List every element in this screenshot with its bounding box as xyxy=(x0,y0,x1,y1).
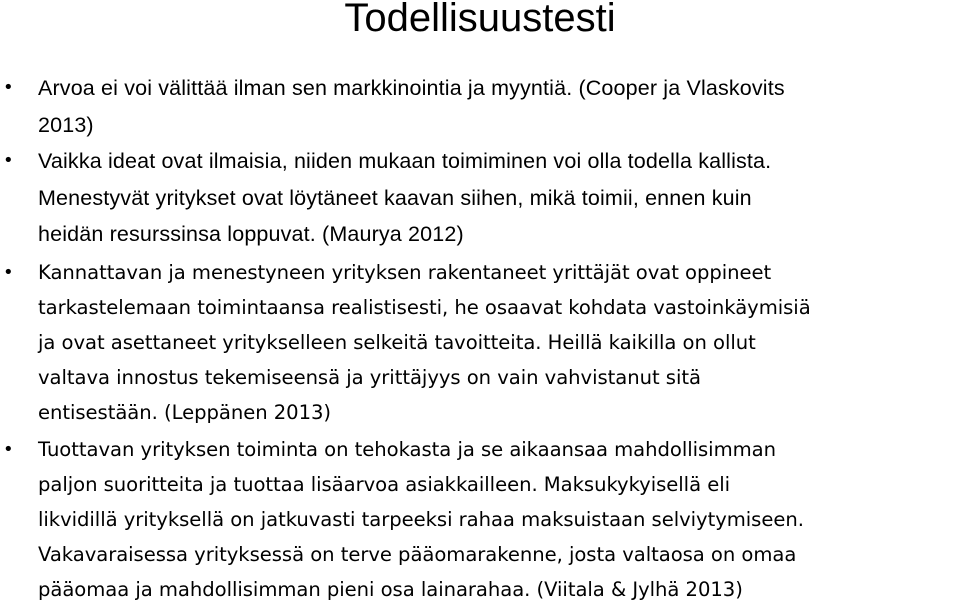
bullet-item xyxy=(0,70,960,143)
bullet-text-line: Arvoa ei voi välittää ilman sen markkinointia ja myyntiä. (Cooper ja Vlaskovits xyxy=(38,76,785,100)
bullet-text-line: pääomaa ja mahdollisimman pieni osa lainarahaa. (Viitala & Jylhä 2013) xyxy=(38,577,743,601)
bullet-text-line: Vaikka ideat ovat ilmaisia, niiden mukaan toimiminen voi olla todella kallista. xyxy=(38,149,772,173)
bullet-marker: • xyxy=(3,77,14,98)
bullet-text-line: Tuottavan yrityksen toiminta on tehokasta ja se aikaansaa mahdollisimman xyxy=(38,437,776,461)
bullet-list xyxy=(0,70,960,607)
bullet-item xyxy=(0,255,960,430)
bullet-text-line: likvidillä yrityksellä on jatkuvasti tarpeeksi rahaa maksuistaan selviytymiseen. xyxy=(38,507,804,531)
bullet-text-line: Vakavaraisessa yrityksessä on terve pääomarakenne, josta valtaosa on omaa xyxy=(38,542,797,566)
bullet-item xyxy=(0,143,960,253)
bullet-marker: • xyxy=(3,261,14,283)
bullet-text-line: ja ovat asettaneet yritykselleen selkeitä tavoitteita. Heillä kaikilla on ollut xyxy=(38,330,756,354)
bullet-text-line: valtava innostus tekemiseensä ja yrittäjyys on vain vahvistanut sitä xyxy=(38,365,701,389)
bullet-text-line: 2013) xyxy=(38,112,94,137)
bullet-text-line: entisestään. (Leppänen 2013) xyxy=(38,400,332,424)
bullet-text-line: tarkastelemaan toimintaansa realistisesti, he osaavat kohdata vastoinkäymisiä xyxy=(38,295,811,319)
bullet-marker: • xyxy=(3,438,14,460)
slide-title: Todellisuustesti xyxy=(344,0,616,40)
bullet-marker: • xyxy=(3,150,14,171)
bullet-text-line: Kannattavan ja menestyneen yrityksen rakentaneet yrittäjät ovat oppineet xyxy=(38,260,772,284)
bullet-text-line: heidän resurssinsa loppuvat. (Maurya 2012) xyxy=(38,222,464,246)
bullet-text-line: paljon suoritteita ja tuottaa lisäarvoa asiakkailleen. Maksukykyisellä eli xyxy=(38,472,731,496)
bullet-item xyxy=(0,432,960,607)
bullet-text-line: Menestyvät yritykset ovat löytäneet kaavan siihen, mikä toimii, ennen kuin xyxy=(38,185,752,210)
